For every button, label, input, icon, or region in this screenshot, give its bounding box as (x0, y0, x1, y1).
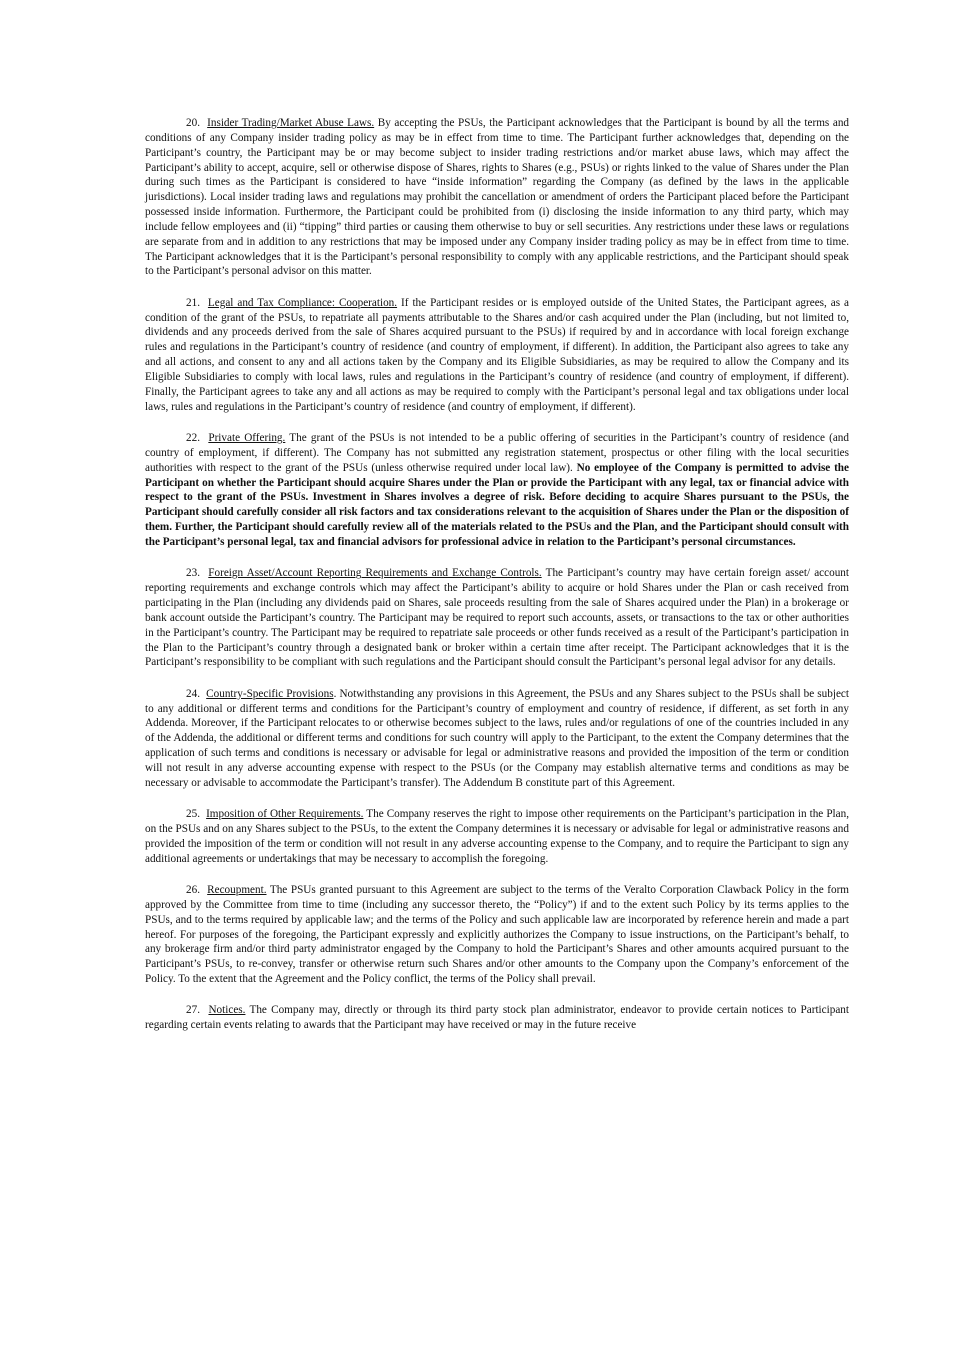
section-24 (145, 687, 849, 791)
section-paragraph (145, 883, 849, 987)
section-paragraph (145, 1003, 849, 1033)
section-paragraph (145, 296, 849, 415)
section-heading: Foreign Asset/Account Reporting Requirements and Exchange Controls. (208, 567, 542, 580)
section-text: The Company may, directly or through its third party stock plan administrator, endeavor to provide certain notices to Participant regarding certain events relating to awards that the Participant may have received or may in the future receive (145, 1004, 850, 1032)
section-number: 27. (186, 1004, 200, 1017)
section-26 (145, 883, 849, 987)
section-paragraph (145, 687, 849, 791)
section-number: 20. (186, 117, 200, 129)
section-number: 26. (186, 883, 200, 896)
section-text: The Company reserves the right to impose other requirements on the Participant’s participation in the Plan, on the PSUs and on any Shares subject to the PSUs, to the extent the Company determines it is necessary or advisable for legal or administrative reasons and provided the imposition of the term or condition will not result in any adverse accounting expense to the Company, and to require the Participant to sign any additional agreements or undertakings that may be necessary to accomplish the foregoing. (145, 808, 850, 865)
section-text: If the Participant resides or is employed outside of the United States, the Participant agrees, as a condition of the grant of the PSUs, to repatriate all payments attributable to the Shares and/or cash acquired under the Plan (including, but not limited to, dividends and any proceeds derived from the sale of Shares acquired pursuant to the PSUs) if required by and in accordance with local foreign exchange rules and regulations in the Participant’s country of residence (and country of employment, if different). In addition, the Participant also agrees to take any and all actions, and consent to any and all actions taken by the Company and its Eligible Subsidiaries, as may be required to allow the Company and its Eligible Subsidiaries to comply with local laws, rules and regulations in the Participant’s country of residence (and country of employment, if different). Finally, the Participant agrees to take any and all actions as may be required to comply with the Participant’s personal legal and tax obligations under local laws, rules and regulations in the Participant’s country of residence (and country of employment, if different). (145, 296, 850, 413)
section-number: 21. (186, 296, 200, 309)
section-text: The PSUs granted pursuant to this Agreement are subject to the terms of the Veralto Corporation Clawback Policy in the form approved by the Committee from time to time (including any successor thereto, the “Policy”) if and to the extent such Policy by its terms applies to the PSUs, and to the terms required by applicable law; and the terms of the Policy and such applicable law are incorporated by reference herein and made a part hereof. For purposes of the foregoing, the Participant expressly and explicitly authorizes the Company to issue instructions, on the Participant’s behalf, to any brokerage firm and/or third party administrator engaged by the Company to hold the Participant’s Shares and other amounts acquired pursuant to the Participant’s PSUs, to re-convey, transfer or otherwise return such Shares and/or other amounts to the Company upon the Company’s enforcement of the Policy. To the extent that the Agreement and the Policy conflict, the terms of the Policy shall prevail. (145, 883, 849, 986)
section-20 (145, 116, 849, 279)
section-number: 22. (186, 432, 200, 445)
section-paragraph (145, 566, 849, 670)
section-bold-text: No employee of the Company is permitted to advise the Participant on whether the Participant should acquire Shares under the Plan or provide the Participant with any legal, tax or financial advice with respect to the grant of the PSUs. Investment in Shares involves a degree of risk. Before deciding to acquire Shares pursuant to the PSUs, the Participant should carefully consider all risk factors and tax considerations relevant to the acquisition of Shares under the Plan or the disposition of them. Further, the Participant should carefully review all of the materials related to the PSUs and the Plan, and the Participant should consult with the Participant’s personal legal, tax and financial advisors for professional advice in relation to the Participant’s personal circumstances. (145, 461, 849, 548)
section-heading: Legal and Tax Compliance: Cooperation. (207, 296, 398, 309)
section-23 (145, 566, 849, 670)
section-heading: Recoupment. (207, 883, 267, 896)
section-heading: Imposition of Other Requirements. (206, 808, 364, 821)
document-page (145, 116, 849, 1050)
section-heading: Insider Trading/Market Abuse Laws. (207, 117, 375, 129)
section-25 (145, 807, 849, 866)
section-text: By accepting the PSUs, the Participant acknowledges that the Participant is bound by all the terms and conditions of any Company insider trading policy as may be in effect from time to time. The Participant further acknowledges that, depending on the Participant’s country, the Participant may be or may become subject to insider trading restrictions and/or market abuse laws, which may affect the Participant’s ability to accept, acquire, sell or otherwise dispose of Shares, rights to Shares (e.g., PSUs) or rights linked to the value of Shares under the Plan during such times as the Participant is considered to have “inside information” regarding the Company (as defined by the laws in the applicable jurisdictions). Local insider trading laws and regulations may prohibit the cancellation or amendment of orders the Participant placed before the Participant possessed inside information. Furthermore, the Participant could be prohibited from (i) disclosing the inside information to any third party, which may include fellow employees and (ii) “tipping” third parties or causing them otherwise to buy or sell securities. Any restrictions under these laws or regulations are separate from and in addition to any restrictions that may be imposed under any Company insider trading policy as may be in effect from time to time. The Participant acknowledges that it is the Participant’s personal responsibility to comply with any applicable restrictions, and the Participant should speak to the Participant’s personal advisor on this matter. (145, 117, 850, 278)
section-text: . Notwithstanding any provisions in this Agreement, the PSUs and any Shares subject to the PSUs shall be subject to any additional or different terms and conditions for the Participant’s country of employment and country of residence, if different, as set forth in any Addenda. Moreover, if the Participant relocates to or otherwise becomes subject to the laws, rules and/or regulations of one of the countries included in any of the Addenda, the additional or different terms and conditions for such country will apply to the Participant, to the extent the Company determines that the application of such terms and conditions is necessary or advisable for legal or administrative reasons and provided the imposition of the term or condition will not result in any adverse accounting expense with respect to the PSUs (or the Company may establish alternative terms and conditions as may be necessary or advisable to accommodate the Participant’s transfer). The Addendum B constitute part of this Agreement. (145, 687, 849, 789)
section-27 (145, 1003, 849, 1033)
section-heading: Country-Specific Provisions (206, 687, 334, 700)
section-number: 25. (186, 808, 200, 821)
section-paragraph (145, 116, 849, 279)
section-number: 23. (186, 567, 200, 580)
section-heading: Private Offering. (208, 432, 286, 445)
section-heading: Notices. (208, 1004, 246, 1017)
section-text: The grant of the PSUs is not intended to be a public offering of securities in the Participant’s country of residence (and country of employment, if different). The Company has not submitted any registration statement, prospectus or other filing with the local securities authorities with respect to the grant of the PSUs (unless otherwise required under local law). (145, 432, 849, 474)
section-21 (145, 296, 849, 415)
section-number: 24. (186, 687, 200, 700)
section-22 (145, 431, 849, 550)
section-paragraph (145, 431, 849, 550)
section-paragraph (145, 807, 849, 866)
section-text: The Participant’s country may have certain foreign asset/ account reporting requirements and exchange controls which may affect the Participant’s ability to acquire or hold Shares under the Plan or cash received from participating in the Plan (including any dividends paid on Shares, sale proceeds resulting from the sale of Shares acquired under the Plan) in a brokerage or bank account outside the Participant’s country. The Participant may be required to report such accounts, assets, or transactions to the tax or other authorities in the Participant’s country. The Participant may be required to repatriate sale proceeds or other funds received as a result of the Participant’s participation in the Plan to the Participant’s country through a designated bank or broker within a certain time after receipt. The Participant acknowledges that it is the Participant’s responsibility to be compliant with such regulations and the Participant should consult the Participant’s personal legal advisor for any details. (145, 567, 850, 669)
